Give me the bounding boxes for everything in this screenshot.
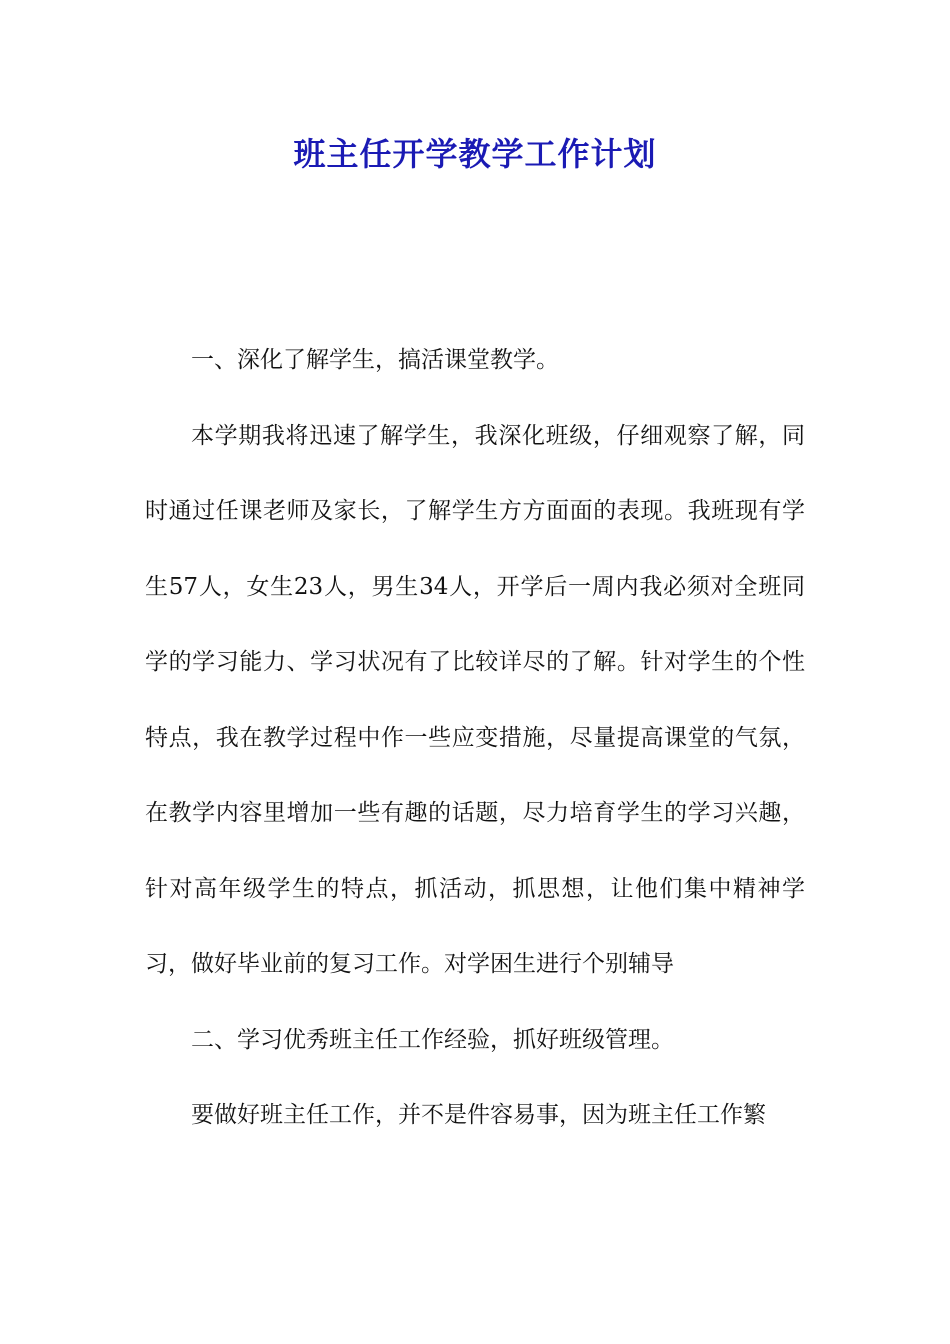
document-title: 班主任开学教学工作计划 xyxy=(293,135,657,173)
body-paragraph-1: 本学期我将迅速了解学生，我深化班级，仔细观察了解，同时通过任课老师及家长，了解学生方方面面的表现。我班现有学生57人，女生23人，男生34人，开学后一周内我必须对全班同学的学习能力、学习状况有了比较详尽的了解。针对学生的个性特点，我在教学过程中作一些应变措施，尽量提高课堂的气氛，在教学内容里增加一些有趣的话题，尽力培育学生的学习兴趣，针对高年级学生的特点，抓活动，抓思想，让他们集中精神学习，做好毕业前的复习工作。对学困生进行个别辅导 xyxy=(145,422,805,977)
body-paragraph-2: 要做好班主任工作，并不是件容易事，因为班主任工作繁 xyxy=(191,1102,766,1128)
document-body xyxy=(145,323,805,1154)
section-heading-2: 二、学习优秀班主任工作经验，抓好班级管理。 xyxy=(191,1026,674,1053)
section-heading-1: 一、深化了解学生，搞活课堂教学。 xyxy=(191,347,559,373)
